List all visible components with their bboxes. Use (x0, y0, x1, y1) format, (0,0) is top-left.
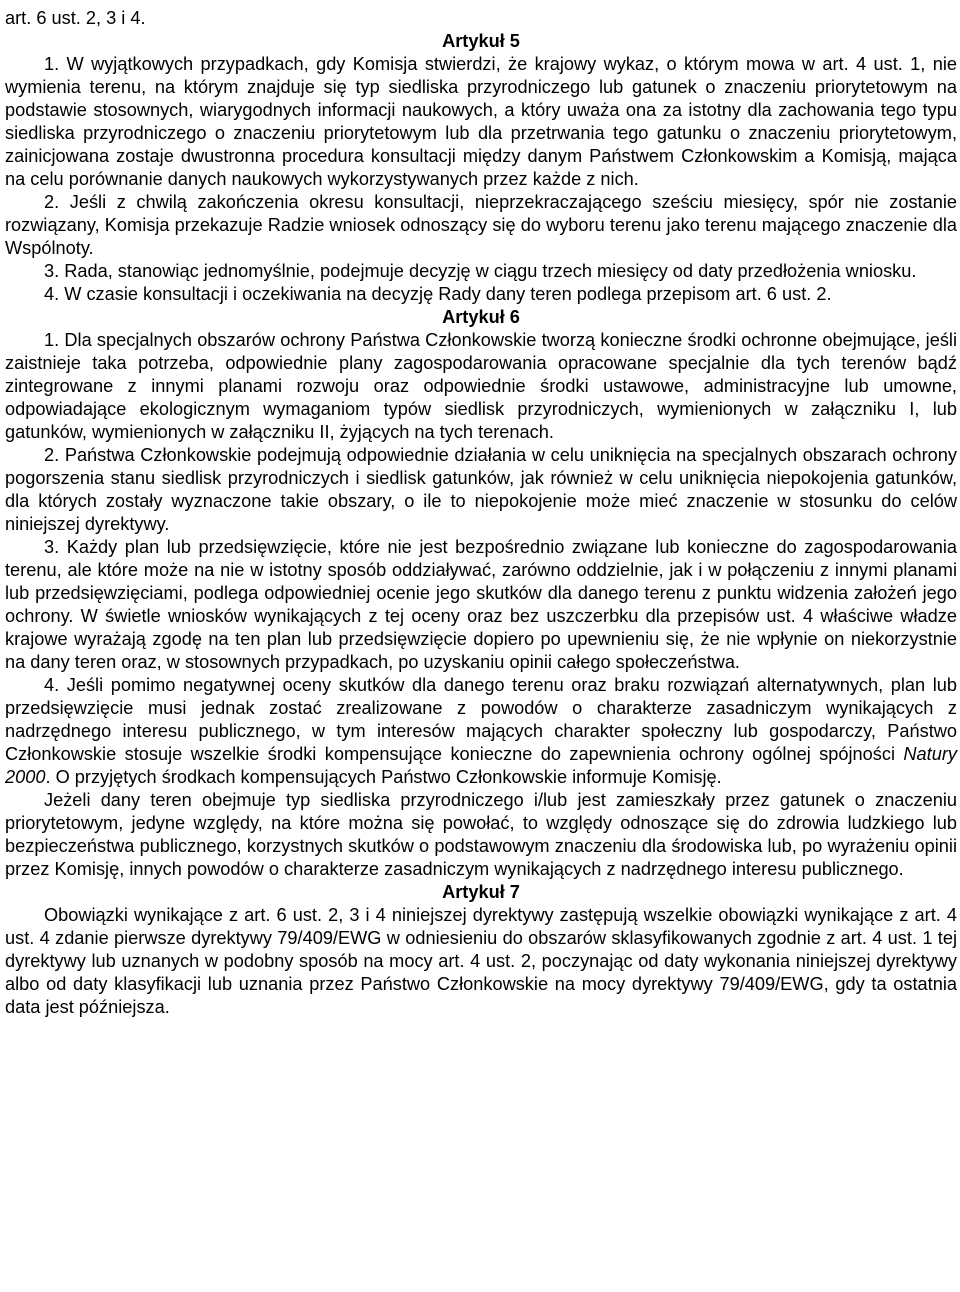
natura-2000-term: Natury 2000 (5, 744, 957, 787)
article-6-paragraph-2: 2. Państwa Członkowskie podejmują odpowiednie działania w celu uniknięcia na specjalnych obszarach ochrony pogorszenia stanu siedlisk przyrodniczych i siedlisk gatunków, jak również w celu uniknięcia niepokojenia gatunków, dla których zostały wyznaczone takie obszary, o ile to niepokojenie może mieć znaczenie w stosunku do celów niniejszej dyrektywy. (5, 445, 957, 534)
article-6-paragraph-4-text-b: . O przyjętych środkach kompensujących Państwo Członkowskie informuje Komisję. (45, 767, 722, 787)
article-5-paragraph-2: 2. Jeśli z chwilą zakończenia okresu konsultacji, nieprzekraczającego sześciu miesięcy, spór nie zostanie rozwiązany, Komisja przekazuje Radzie wniosek odnoszący się do wyboru terenu jako terenu mającego znaczenie dla Wspólnoty. (5, 192, 957, 258)
intro-line: art. 6 ust. 2, 3 i 4. (5, 8, 146, 28)
article-6-paragraph-4 (5, 674, 957, 789)
article-7-heading: Artykuł 7 (442, 882, 520, 902)
article-5-paragraph-1 (5, 53, 957, 191)
article-6-heading: Artykuł 6 (442, 307, 520, 327)
article-6-paragraph-3: 3. Każdy plan lub przedsięwzięcie, które nie jest bezpośrednio związane lub konieczne do zagospodarowania terenu, ale które może na nie w istotny sposób oddziaływać, zarówno oddzielnie, jak i w połączeniu z innymi planami lub przedsięwzięciami, podlega odpowiedniej ocenie jego skutków dla danego terenu z punktu widzenia założeń jego ochrony. W świetle wniosków wynikających z tej oceny oraz bez uszczerbku dla przepisów ust. 4 właściwe władze krajowe wyrażają zgodę na ten plan lub przedsięwzięcie dopiero po upewnieniu się, że nie wpłynie on niekorzystnie na dany teren oraz, w stosownych przypadkach, po uzyskaniu opinii całego społeczeństwa. (5, 537, 957, 672)
article-6-paragraph-5: Jeżeli dany teren obejmuje typ siedliska przyrodniczego i/lub jest zamieszkały przez gatunek o znaczeniu priorytetowym, jedyne względy, na które można się powołać, to względy odnoszące się do zdrowia ludzkiego lub bezpieczeństwa publicznego, korzystnych skutków o podstawowym znaczeniu dla środowiska lub, po wyrażeniu opinii przez Komisję, innych powodów o charakterze zasadniczym wynikających z nadrzędnego interesu publicznego. (5, 790, 957, 879)
article-5-paragraph-1-text: 1. W wyjątkowych przypadkach, gdy Komisja stwierdzi, że krajowy wykaz, o którym mowa w art. 4 ust. 1, nie wymienia terenu, na którym znajduje się typ siedliska przyrodniczego lub gatunek o znaczeniu priorytetowym na podstawie stosownych, wiarygodnych informacji naukowych, a który uważa ona za istotny dla zachowania tego typu siedliska przyrodniczego o znaczeniu priorytetowym lub dla przetrwania tego gatunku o znaczeniu priorytetowym, zainicjowana zostaje dwustronna procedura konsultacji między danym Państwem Członkowskim a Komisją, mająca na celu porównanie danych naukowych wykorzystywanych przez każde z nich. (5, 54, 957, 189)
article-5-heading: Artykuł 5 (442, 31, 520, 51)
article-7-paragraph-1: Obowiązki wynikające z art. 6 ust. 2, 3 i 4 niniejszej dyrektywy zastępują wszelkie obowiązki wynikające z art. 4 ust. 4 zdanie pierwsze dyrektywy 79/409/EWG w odniesieniu do obszarów sklasyfikowanych zgodnie z art. 4 ust. 1 tej dyrektywy lub uznanych w podobny sposób na mocy art. 4 ust. 2, poczynając od daty wykonania niniejszej dyrektywy albo od daty klasyfikacji lub uznania przez Państwo Członkowskie na mocy dyrektywy 79/409/EWG, gdy ta ostatnia data jest późniejsza. (5, 905, 957, 1017)
article-5-paragraph-3: 3. Rada, stanowiąc jednomyślnie, podejmuje decyzję w ciągu trzech miesięcy od daty przedłożenia wniosku. (44, 261, 917, 281)
article-6-paragraph-1: 1. Dla specjalnych obszarów ochrony Państwa Członkowskie tworzą konieczne środki ochronne obejmujące, jeśli zaistnieje taka potrzeba, odpowiednie plany zagospodarowania opracowane specjalnie dla tych terenów bądź zintegrowane z innymi planami rozwoju oraz odpowiednie środki ustawowe, administracyjne lub umowne, odpowiadające ekologicznym wymaganiom typów siedlisk przyrodniczych, wymienionych w załączniku I, lub gatunków, wymienionych w załączniku II, żyjących na tych terenach. (5, 330, 957, 442)
document-page (5, 0, 957, 1019)
article-6-paragraph-4-text-a: 4. Jeśli pomimo negatywnej oceny skutków dla danego terenu oraz braku rozwiązań alternatywnych, plan lub przedsięwzięcie musi jednak zostać zrealizowane z powodów o charakterze zasadniczym wynikających z nadrzędnego interesu publicznego, w tym interesów mających charakter społeczny lub gospodarczy, Państwo Członkowskie stosuje wszelkie środki kompensujące konieczne do zapewnienia ochrony ogólnej spójności (5, 675, 957, 764)
article-5-paragraph-4: 4. W czasie konsultacji i oczekiwania na decyzję Rady dany teren podlega przepisom art. 6 ust. 2. (44, 284, 832, 304)
